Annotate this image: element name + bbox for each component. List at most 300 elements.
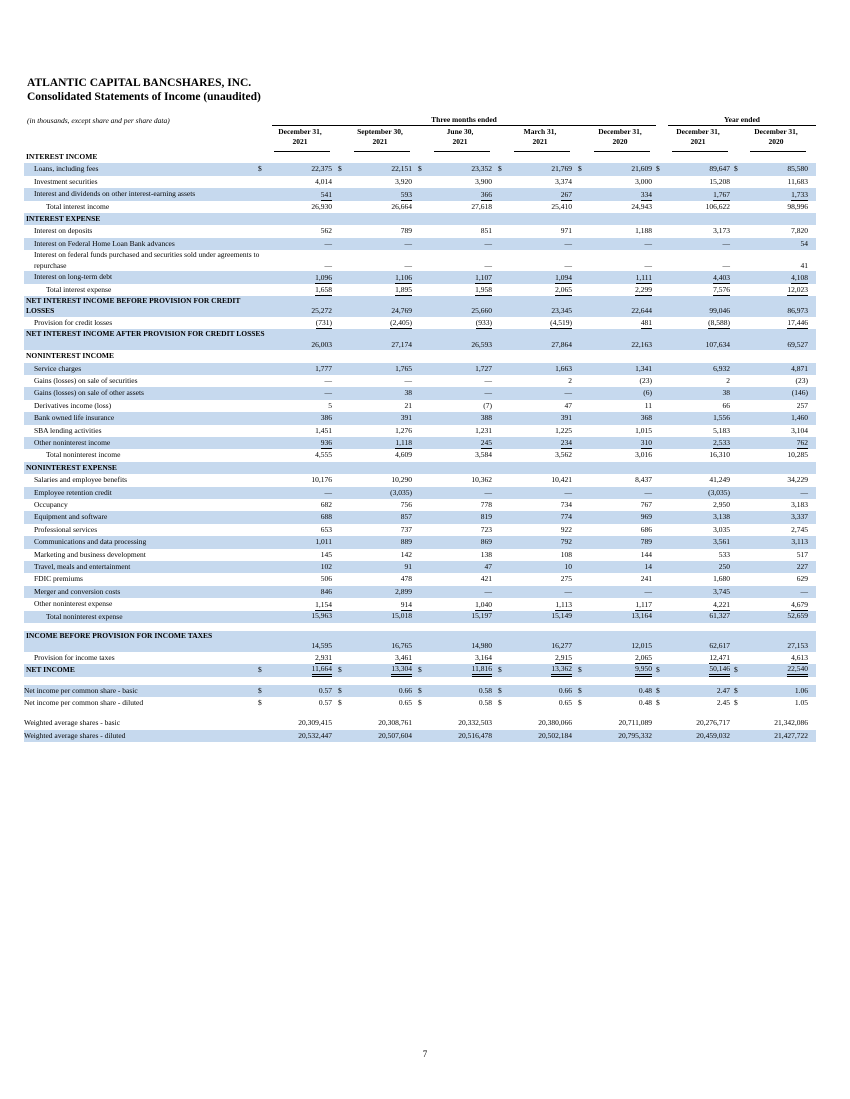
value-cell [334,685,412,697]
section-row [24,296,816,317]
value-cell [334,387,412,399]
value-cell [494,586,572,598]
cell-value: 1,451 [315,425,332,435]
value-cell [730,474,808,486]
value-cell [730,697,808,709]
column-header [586,127,654,147]
value-cell [574,664,652,676]
value-cell [254,225,332,237]
cell-value: 1,231 [475,425,492,435]
cell-value: — [324,260,332,270]
cell-value: 421 [480,574,492,584]
cell-value: 3,138 [713,512,730,522]
cell-value: — [800,487,808,497]
value-cell [574,400,652,412]
cell-value: — [644,487,652,497]
value-cell [414,271,492,283]
cell-value: 366 [480,189,492,199]
table-row [24,499,816,511]
cell-value: 688 [320,512,332,522]
section-row [24,213,816,225]
cell-value: 142 [400,549,412,559]
cell-value: 391 [400,413,412,423]
cell-value: 593 [400,189,412,199]
value-cell [652,238,730,250]
value-cell [334,631,412,652]
value-cell [730,188,808,200]
value-cell [254,697,332,709]
cell-value: 1,680 [713,574,730,584]
value-cell [254,271,332,283]
value-cell [652,598,730,610]
row-label: SBA lending activities [34,425,102,435]
row-label: Total interest income [46,201,110,211]
value-cell [414,561,492,573]
row-label: NONINTEREST INCOME [26,351,115,361]
value-cell [254,284,332,296]
value-cell [574,536,652,548]
value-cell [574,225,652,237]
value-cell [494,685,572,697]
cell-value: 22,151 [391,164,412,174]
cell-value: 5 [328,400,332,410]
value-cell [652,697,730,709]
cell-value: 3,584 [475,450,492,460]
value-cell [414,524,492,536]
value-cell [334,549,412,561]
cell-value: 22,375 [311,164,332,174]
table-row [24,387,816,399]
cell-value: — [404,238,412,248]
value-cell [574,717,652,729]
cell-value: (6) [643,388,652,398]
cell-value: 85,580 [787,164,808,174]
value-cell [574,201,652,213]
value-cell [414,201,492,213]
value-cell [730,586,808,598]
cell-value: 1,733 [791,189,808,199]
value-cell [730,664,808,676]
units-note: (in thousands, except share and per share data) [27,116,170,125]
row-label: Interest on federal funds purchased and securities sold under agreements to repurchase [34,250,260,270]
cell-value: 2,533 [713,438,730,448]
dollar-sign: $ [258,665,262,675]
value-cell [652,549,730,561]
value-cell [652,400,730,412]
dollar-sign: $ [338,665,342,675]
cell-value: 3,016 [635,450,652,460]
cell-value: 723 [480,524,492,534]
three-months-header: Three months ended [272,115,656,126]
dollar-sign: $ [418,685,422,695]
value-cell [494,474,572,486]
table-row [24,685,816,697]
value-cell [652,284,730,296]
value-cell [652,573,730,585]
column-header-line1: December 31, [754,127,798,136]
cell-value: 3,461 [395,653,412,663]
cell-value: — [484,388,492,398]
value-cell [414,225,492,237]
cell-value: 0.58 [478,698,492,708]
dollar-sign: $ [734,698,738,708]
cell-value: 22,540 [787,664,808,677]
value-cell [574,524,652,536]
value-cell [730,487,808,499]
column-header-line2: 2021 [532,137,548,146]
value-cell [254,449,332,461]
cell-value: 21,427,722 [774,730,808,740]
cell-value: — [484,238,492,248]
table-row [24,697,816,709]
cell-value: 1.06 [794,685,808,695]
value-cell [334,573,412,585]
table-row [24,176,816,188]
cell-value: — [404,260,412,270]
row-label: Investment securities [34,176,98,186]
table-row [24,474,816,486]
cell-value: 20,711,089 [618,718,652,728]
value-cell [414,573,492,585]
cell-value: 756 [400,499,412,509]
value-cell [730,317,808,329]
column-header [346,127,414,147]
cell-value: 10,362 [471,475,492,485]
cell-value: 99,046 [709,306,730,316]
value-cell [334,271,412,283]
dollar-sign: $ [418,164,422,174]
value-cell [494,238,572,250]
value-cell [494,412,572,424]
value-cell [254,425,332,437]
row-label: Professional services [34,524,98,534]
value-cell [652,412,730,424]
value-cell [414,238,492,250]
value-cell [652,250,730,271]
value-cell [652,685,730,697]
value-cell [414,697,492,709]
cell-value: 41 [800,260,808,270]
value-cell [254,176,332,188]
value-cell [254,511,332,523]
value-cell [574,561,652,573]
cell-value: 0.57 [318,698,332,708]
cell-value: — [564,238,572,248]
value-cell [334,296,412,317]
value-cell [494,201,572,213]
cell-value: 34,229 [787,475,808,485]
cell-value: 922 [560,524,572,534]
value-cell [574,425,652,437]
value-cell [414,163,492,175]
value-cell [254,487,332,499]
value-cell [730,499,808,511]
income-statement-table [24,151,816,742]
column-header-line1: December 31, [278,127,322,136]
cell-value: 91 [404,561,412,571]
cell-value: 234 [560,438,572,448]
value-cell [254,400,332,412]
value-cell [334,375,412,387]
value-cell [652,631,730,652]
table-row [24,652,816,664]
cell-value: 889 [400,537,412,547]
cell-value: 107,634 [705,339,730,349]
value-cell [334,284,412,296]
cell-value: (23) [795,376,808,386]
value-cell [254,664,332,676]
cell-value: — [484,586,492,596]
value-cell [254,250,332,271]
cell-value: 0.48 [638,698,652,708]
cell-value: 778 [480,499,492,509]
value-cell [652,586,730,598]
cell-value: 8,437 [635,475,652,485]
table-row [24,717,816,729]
value-cell [254,363,332,375]
cell-value: 16,310 [709,450,730,460]
value-cell [334,499,412,511]
cell-value: 1,767 [713,189,730,199]
cell-value: 11 [644,400,652,410]
value-cell [730,561,808,573]
value-cell [574,188,652,200]
cell-value: 26,664 [391,201,412,211]
cell-value: 388 [480,413,492,423]
cell-value: 4,014 [315,176,332,186]
cell-value: 846 [320,586,332,596]
cell-value: 1,113 [555,599,572,609]
value-cell [574,163,652,175]
value-cell [414,284,492,296]
value-cell [494,271,572,283]
cell-value: 334 [640,189,652,199]
cell-value: 267 [560,189,572,199]
cell-value: 0.65 [558,698,572,708]
cell-value: 789 [640,537,652,547]
value-cell [334,250,412,271]
section-row [24,329,816,350]
table-row [24,400,816,412]
cell-value: 629 [796,574,808,584]
row-label: Occupancy [34,499,68,509]
dollar-sign: $ [656,685,660,695]
cell-value: — [722,238,730,248]
cell-value: 11,683 [787,176,808,186]
column-header [266,127,334,147]
cell-value: 653 [320,524,332,534]
value-cell [494,188,572,200]
row-label: Total noninterest expense [46,611,123,621]
year-ended-header: Year ended [668,115,816,126]
cell-value: 1,040 [475,599,492,609]
cell-value: 0.66 [558,685,572,695]
row-spacer [24,677,816,685]
cell-value: 1.05 [794,698,808,708]
cell-value: — [484,487,492,497]
cell-value: 20,308,761 [378,718,412,728]
cell-value: 3,374 [555,176,572,186]
cell-value: 27,618 [471,201,492,211]
value-cell [652,511,730,523]
cell-value: 4,108 [791,272,808,282]
cell-value: 0.66 [398,685,412,695]
value-cell [494,631,572,652]
row-label: Interest on deposits [34,226,93,236]
cell-value: 14,980 [471,641,492,651]
cell-value: (7) [483,400,492,410]
table-row [24,317,816,329]
cell-value: — [800,586,808,596]
column-header-line2: 2020 [612,137,628,146]
cell-value: 98,996 [787,201,808,211]
value-cell [334,238,412,250]
row-label: NONINTEREST EXPENSE [26,462,117,472]
cell-value: 41,249 [709,475,730,485]
cell-value: 1,111 [635,272,652,282]
value-cell [652,225,730,237]
value-cell [574,317,652,329]
section-row [24,350,816,362]
value-cell [730,717,808,729]
cell-value: 481 [640,318,652,328]
value-cell [414,375,492,387]
cell-value: 4,403 [713,272,730,282]
column-header [742,127,810,147]
cell-value: 2,299 [635,284,652,294]
cell-value: 971 [560,226,572,236]
value-cell [730,201,808,213]
column-header-line1: June 30, [446,127,474,136]
value-cell [574,296,652,317]
value-cell [652,561,730,573]
table-row [24,363,816,375]
cell-value: 368 [640,413,652,423]
cell-value: 478 [400,574,412,584]
cell-value: 9,950 [635,664,652,677]
value-cell [334,524,412,536]
cell-value: 4,609 [395,450,412,460]
cell-value: 2,745 [791,524,808,534]
cell-value: 10,176 [311,475,332,485]
cell-value: 14,595 [311,641,332,651]
statement-title: Consolidated Statements of Income (unaudited) [27,91,261,103]
dollar-sign: $ [656,164,660,174]
value-cell [652,449,730,461]
cell-value: 275 [560,574,572,584]
value-cell [574,474,652,486]
column-header-line1: September 30, [357,127,403,136]
cell-value: — [324,487,332,497]
value-cell [574,697,652,709]
row-label: NET INTEREST INCOME AFTER PROVISION FOR CREDIT LOSSES [26,329,265,339]
cell-value: 819 [480,512,492,522]
cell-value: 47 [484,561,492,571]
table-row [24,425,816,437]
cell-value: 21,609 [631,164,652,174]
table-row [24,730,816,742]
value-cell [334,449,412,461]
value-cell [414,586,492,598]
section-row [24,151,816,163]
value-cell [254,375,332,387]
value-cell [652,717,730,729]
cell-value: 2.45 [716,698,730,708]
value-cell [414,387,492,399]
dollar-sign: $ [338,698,342,708]
cell-value: — [324,238,332,248]
column-header-line2: 2021 [690,137,706,146]
cell-value: 20,332,503 [458,718,492,728]
row-label: Weighted average shares - diluted [24,730,126,740]
value-cell [494,225,572,237]
cell-value: (146) [791,388,808,398]
cell-value: 10,290 [391,475,412,485]
dollar-sign: $ [578,698,582,708]
dollar-sign: $ [734,164,738,174]
row-label: Interest on Federal Home Loan Bank advances [34,238,175,248]
value-cell [334,561,412,573]
dollar-sign: $ [258,698,262,708]
value-cell [652,524,730,536]
section-row [24,462,816,474]
table-row [24,524,816,536]
value-cell [652,487,730,499]
value-cell [652,611,730,623]
value-cell [254,631,332,652]
cell-value: 10,285 [787,450,808,460]
row-label: INTEREST INCOME [26,152,98,161]
cell-value: 2,950 [713,499,730,509]
cell-value: — [644,586,652,596]
cell-value: 27,153 [787,641,808,651]
value-cell [254,652,332,664]
cell-value: 3,920 [395,176,412,186]
cell-value: (3,035) [708,487,730,497]
value-cell [494,296,572,317]
cell-value: 13,164 [631,611,652,621]
cell-value: 20,532,447 [298,730,332,740]
dollar-sign: $ [338,685,342,695]
cell-value: 102 [320,561,332,571]
cell-value: 734 [560,499,572,509]
cell-value: — [324,388,332,398]
cell-value: (23) [639,376,652,386]
row-label: Service charges [34,363,82,373]
value-cell [254,611,332,623]
value-cell [254,474,332,486]
row-label: Employee retention credit [34,487,112,497]
value-cell [574,238,652,250]
value-cell [494,375,572,387]
value-cell [414,511,492,523]
row-label: Salaries and employee benefits [34,475,128,485]
report-header [27,76,261,104]
value-cell [494,329,572,350]
column-headers [0,126,850,153]
cell-value: 1,118 [395,438,412,448]
cell-value: 12,471 [709,653,730,663]
cell-value: 17,446 [787,318,808,328]
dollar-sign: $ [418,665,422,675]
cell-value: 1,556 [713,413,730,423]
table-row [24,437,816,449]
value-cell [334,474,412,486]
value-cell [652,363,730,375]
value-cell [652,375,730,387]
cell-value: 541 [320,189,332,199]
cell-value: 2.47 [716,685,730,695]
